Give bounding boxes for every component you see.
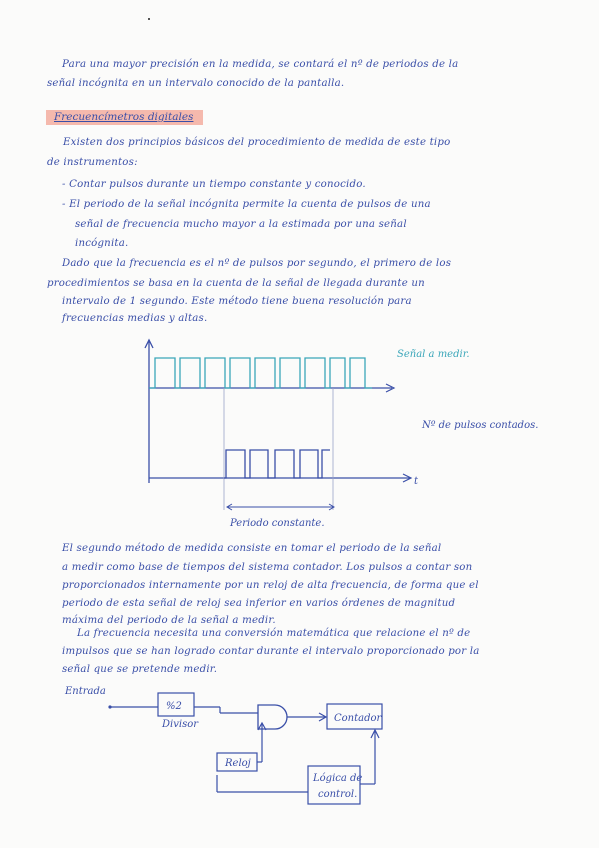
y-axis-arrow	[145, 340, 153, 348]
clock-label: Reloj	[225, 758, 251, 769]
bullet-2-line-3: incógnita.	[75, 238, 129, 249]
paragraph-2-line-4: frecuencias medias y altas.	[62, 313, 208, 324]
paragraph-3-line-2: a medir como base de tiempos del sistema contador. Los pulsos a contar son	[62, 562, 473, 573]
intro-line-1: Existen dos principios básicos del procedimiento de medida de este tipo	[63, 137, 451, 148]
divider-label: Divisor	[162, 719, 198, 730]
counted-pulses	[224, 450, 330, 478]
paragraph-4-line-2: impulsos que se han logrado contar durante el intervalo proporcionado por la	[62, 646, 480, 657]
logic-label-2: control.	[318, 789, 358, 800]
period-bracket-right-arrow	[329, 504, 334, 510]
and-gate	[258, 705, 287, 729]
upper-axis-arrow	[386, 384, 394, 392]
signal-waveform	[149, 358, 372, 388]
paragraph-4-line-3: señal que se pretende medir.	[62, 664, 218, 675]
paragraph-1-line-2: señal incógnita en un intervalo conocido de la pantalla.	[47, 78, 345, 89]
divider-box-label: %2	[166, 701, 182, 712]
period-label: Periodo constante.	[230, 518, 325, 529]
and-output-arrow	[319, 713, 326, 721]
count-label: Nº de pulsos contados.	[422, 420, 539, 431]
logic-label-1: Lógica de	[313, 773, 363, 784]
lower-axis-arrow	[403, 474, 411, 482]
page-mark	[148, 18, 150, 20]
input-label: Entrada	[65, 686, 106, 697]
bullet-2-line-1: - El periodo de la señal incógnita permite la cuenta de pulsos de una	[62, 199, 431, 210]
counter-box	[327, 704, 382, 729]
clock-arrow	[258, 723, 266, 730]
paragraph-3-line-3: proporcionados internamente por un reloj de alta frecuencia, de forma que el	[62, 580, 479, 591]
paragraph-3-line-1: El segundo método de medida consiste en tomar el periodo de la señal	[62, 543, 442, 554]
t-axis-label: t	[414, 476, 419, 487]
bullet-1: - Contar pulsos durante un tiempo constante y conocido.	[62, 179, 366, 190]
signal-label: Señal a medir.	[397, 349, 470, 360]
intro-line-2: de instrumentos:	[47, 157, 138, 168]
clock-box	[217, 753, 257, 771]
paragraph-1-line-1: Para una mayor precisión en la medida, se contará el nº de periodos de la	[62, 59, 459, 70]
paragraph-2-line-3: intervalo de 1 segundo. Este método tiene buena resolución para	[62, 296, 412, 307]
paragraph-3-line-4: periodo de esta señal de reloj sea inferior en varios órdenes de magnitud	[62, 598, 456, 609]
logic-arrow	[371, 730, 379, 738]
period-bracket-left-arrow	[227, 504, 232, 510]
paragraph-2-line-1: Dado que la frecuencia es el nº de pulsos por segundo, el primero de los	[62, 258, 452, 269]
bullet-2-line-2: señal de frecuencia mucho mayor a la estimada por una señal	[75, 219, 407, 230]
paragraph-2-line-2: procedimientos se basa en la cuenta de la señal de llegada durante un	[47, 278, 425, 289]
section-heading: Frecuencímetros digitales	[46, 110, 203, 125]
divider-box	[158, 693, 194, 716]
input-node	[108, 705, 111, 708]
counter-label: Contador	[334, 713, 382, 724]
logic-box	[308, 766, 363, 804]
paragraph-3-line-5: máxima del periodo de la señal a medir.	[62, 615, 276, 626]
paragraph-4-line-1: La frecuencia necesita una conversión matemática que relacione el nº de	[77, 628, 471, 639]
